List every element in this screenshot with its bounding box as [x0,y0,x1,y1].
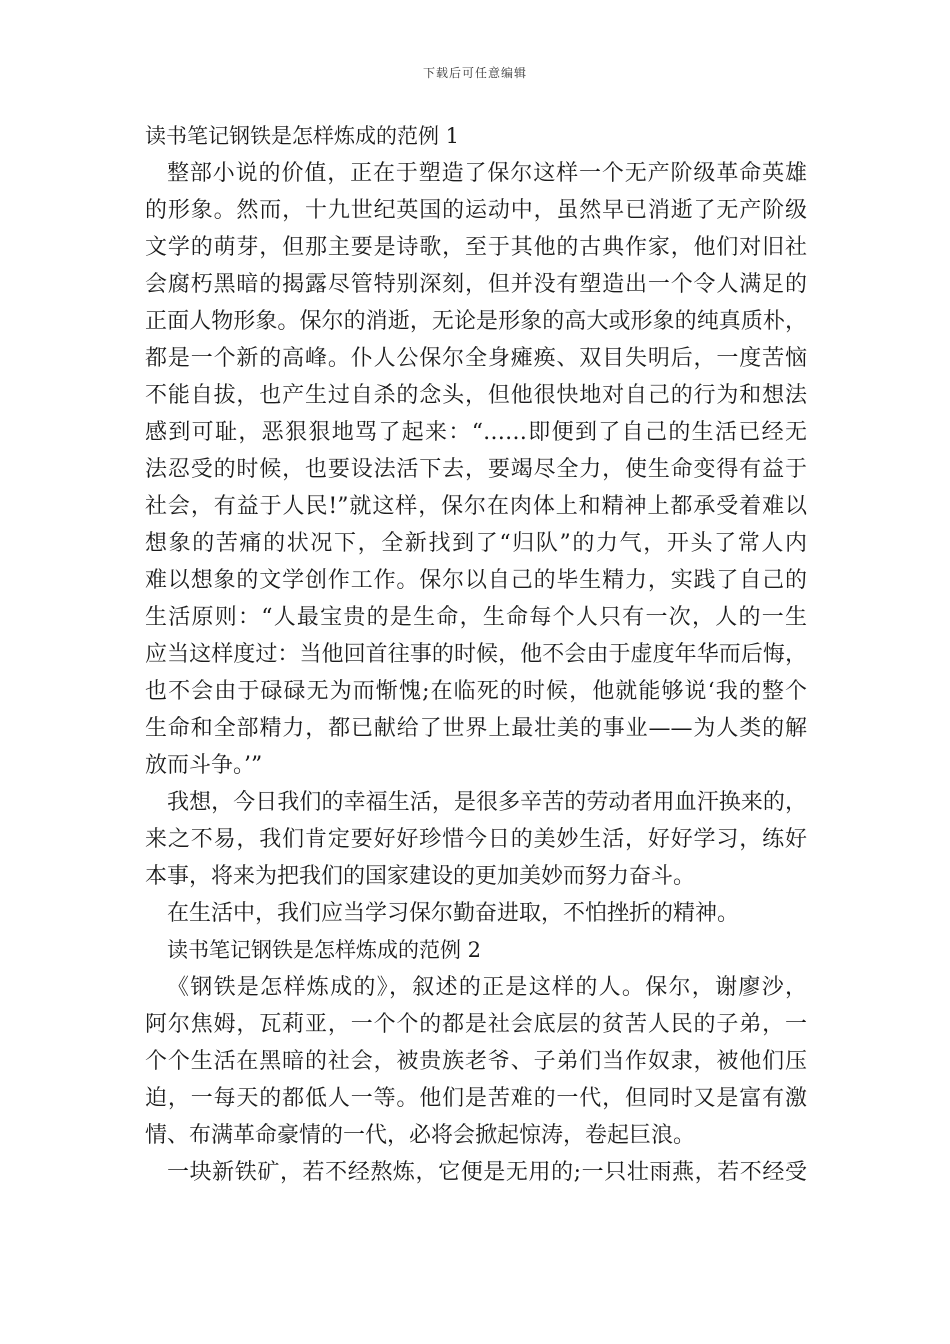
paragraph-line: 也不会由于碌碌无为而惭愧;在临死的时候，他就能够说‘我的整个 [145,679,807,704]
paragraph-line: 个个生活在黑暗的社会，被贵族老爷、子弟们当作奴隶，被他们压 [145,1049,807,1074]
paragraph-line: 都是一个新的高峰。仆人公保尔全身瘫痪、双目失明后，一度苦恼 [145,346,807,371]
paragraph-line: 在生活中，我们应当学习保尔勤奋进取，不怕挫折的精神。 [167,901,740,926]
paragraph-line: 整部小说的价值，正在于塑造了保尔这样一个无产阶级革命英雄 [167,161,807,186]
paragraph-line: 本事，将来为把我们的国家建设的更加美妙而努力奋斗。 [145,864,696,889]
paragraph-line: 应当这样度过：当他回首往事的时候，他不会由于虚度年华而后悔， [145,642,807,667]
paragraph-1 [145,155,807,784]
document-body [145,118,807,1191]
paragraph-line: 法忍受的时候，也要设法活下去，要竭尽全力，使生命变得有益于 [145,457,807,482]
page-header: 下载后可任意编辑 [422,66,527,80]
paragraph-line: 阿尔焦姆，瓦莉亚，一个个的都是社会底层的贫苦人民的子弟，一 [145,1012,807,1037]
paragraph-line: 社会，有益于人民!”就这样，保尔在肉体上和精神上都承受着难以 [145,494,807,519]
paragraph-line: 迫，一每天的都低人一等。他们是苦难的一代，但同时又是富有激 [145,1086,807,1111]
paragraph-line: 想象的苦痛的状况下，全新找到了“归队”的力气，开头了常人内 [145,531,807,556]
paragraph-2 [145,784,807,895]
paragraph-line: 来之不易，我们肯定要好好珍惜今日的美妙生活，好好学习，练好 [145,827,807,852]
paragraph-line: 情、布满革命豪情的一代，必将会掀起惊涛，卷起巨浪。 [145,1123,696,1148]
paragraph-line: 正面人物形象。保尔的消逝，无论是形象的高大或形象的纯真质朴， [145,309,807,334]
paragraph-line: 放而斗争。’” [145,753,263,778]
paragraph-line: 会腐朽黑暗的揭露尽管特别深刻，但并没有塑造出一个令人满足的 [145,272,807,297]
paragraph-3 [145,895,807,932]
paragraph-line: 不能自拔，也产生过自杀的念头，但他很快地对自己的行为和想法 [145,383,807,408]
paragraph-line: 我想，今日我们的幸福生活，是很多辛苦的劳动者用血汗换来的， [167,790,807,815]
section-title-2: 读书笔记钢铁是怎样炼成的范例 2 [167,938,482,962]
paragraph-line: 生活原则：“人最宝贵的是生命，生命每个人只有一次，人的一生 [145,605,807,630]
paragraph-line: 一块新铁矿，若不经熬炼，它便是无用的;一只壮雨燕，若不经受 [167,1160,807,1185]
paragraph-4 [145,969,807,1154]
paragraph-line: 《钢铁是怎样炼成的》，叙述的正是这样的人。保尔，谢廖沙， [167,975,807,1000]
paragraph-5 [145,1154,807,1191]
section-title-1: 读书笔记钢铁是怎样炼成的范例 1 [145,124,460,148]
paragraph-line: 难以想象的文学创作工作。保尔以自己的毕生精力，实践了自己的 [145,568,807,593]
paragraph-line: 感到可耻，恶狠狠地骂了起来：“……即便到了自己的生活已经无 [145,420,807,445]
paragraph-line: 文学的萌芽，但那主要是诗歌，至于其他的古典作家，他们对旧社 [145,235,807,260]
paragraph-line: 生命和全部精力，都已献给了世界上最壮美的事业——为人类的解 [145,716,807,741]
paragraph-line: 的形象。然而，十九世纪英国的运动中，虽然早已消逝了无产阶级 [145,198,807,223]
